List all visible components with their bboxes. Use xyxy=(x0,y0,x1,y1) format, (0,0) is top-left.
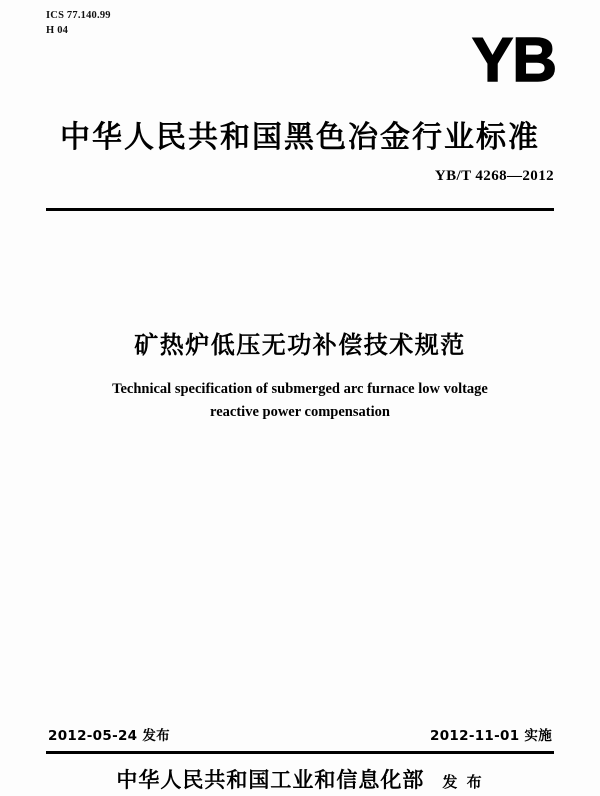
organization-title: 中华人民共和国黑色冶金行业标准 xyxy=(60,120,540,155)
subject-title-cn: 矿热炉低压无功补偿技术规范 xyxy=(134,331,466,359)
publisher-name: 中华人民共和国工业和信息化部 xyxy=(116,768,425,792)
divider-top xyxy=(46,208,554,211)
subject-title-en-line1: Technical specification of submerged arc furnace low voltage xyxy=(112,381,488,397)
yb-logo: YB xyxy=(471,26,556,95)
divider-bottom xyxy=(46,751,554,754)
publisher-action: 发 布 xyxy=(442,773,484,791)
issue-date: 2012-05-24 发布 xyxy=(48,728,170,744)
subject-title-en xyxy=(60,378,540,424)
subject-title-en-line2: reactive power compensation xyxy=(210,404,390,421)
ics-block xyxy=(46,8,111,38)
publisher-block xyxy=(0,764,600,794)
ics-code: ICS 77.140.99 xyxy=(46,10,111,21)
effective-date: 2012-11-01 实施 xyxy=(430,728,552,744)
standard-number: YB/T 4268—2012 xyxy=(434,168,554,184)
classification-code: H 04 xyxy=(46,25,69,37)
